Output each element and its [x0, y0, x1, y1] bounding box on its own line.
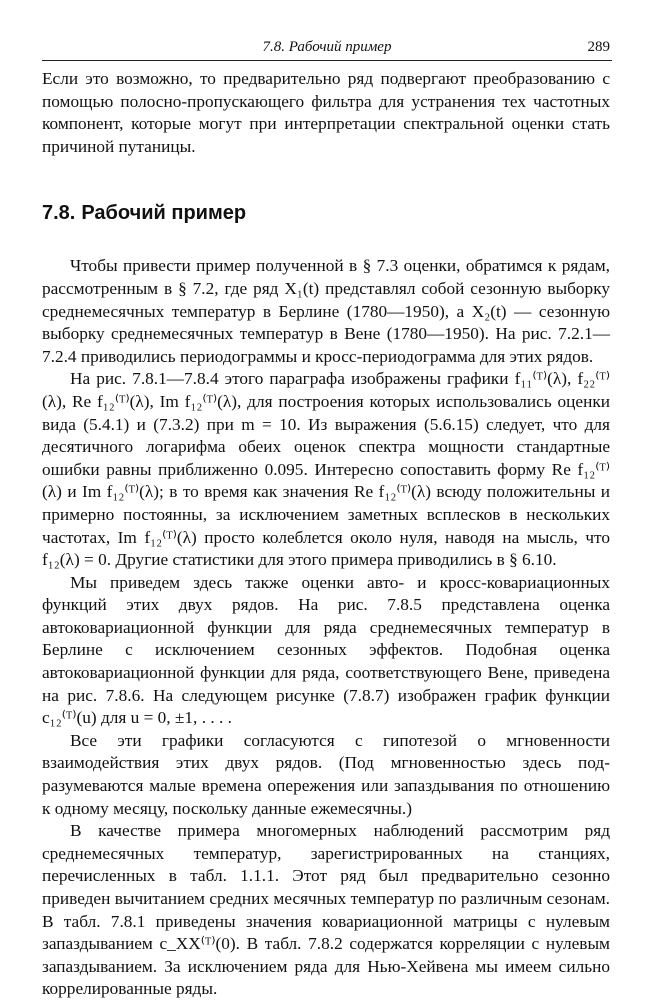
section-number: 7.8.: [42, 202, 76, 225]
paragraph-2: На рис. 7.8.1—7.8.4 этого параграфа изображены графики f₁₁⁽ᵀ⁾(λ), f₂₂⁽ᵀ⁾(λ), Re f₁₂⁽ᵀ⁾(λ), Im f₁₂⁽ᵀ⁾(λ), для построения которых использовались оценки вида (5.4.1) и (7.3.2) при m = 10. Из выражения (5.6.15) следует, что для десятичного логарифма обеих оценок спектра мощности стандартные ошибки равны приближенно 0.095. Интересно сопоставить форму Re f₁₂⁽ᵀ⁾(λ) и Im f₁₂⁽ᵀ⁾(λ); в то время как значения Re f₁₂⁽ᵀ⁾(λ) всюду положительны и примерно постоянны, за исключением заметных всплесков в нескольких частотах, Im f₁₂⁽ᵀ⁾(λ) просто колеблется около нуля, наводя на мысль, что f₁₂(λ) = 0. Другие статистики для этого примера приводились в § 6.10.: [42, 369, 610, 570]
running-title: 7.8. Рабочий пример: [262, 39, 392, 55]
page-header: [42, 38, 612, 61]
page-body: [42, 68, 610, 1001]
page-number: 289: [587, 39, 610, 55]
paragraph-5: В качестве примера многомерных наблюдений рассмотрим ряд среднемесячных температур, зарегистрированных на станциях, перечисленных в табл. 1.1.1. Этот ряд был предварительно сезонно приведен вычитанием средних месячных температур по различным сезонам. В табл. 7.8.1 приведены значения ковариационной матрицы с нулевым запаздыванием c_XX⁽ᵀ⁾(0). В табл. 7.8.2 содержатся корреляции с нулевым запаздыванием. За исключением ряда для Нью-Хейвена мы имеем сильно коррелированные ряды.: [42, 821, 610, 999]
paragraph-3: Мы приведем здесь также оценки авто- и кросс-ковариационных функций этих двух рядов. На рис. 7.8.5 представлена оценка автоковариационной функции для ряда среднемесячных температур в Берлине с исключением сезонных эффектов. Подобная оценка автоковариационной функции для ряда, соответствующего Вене, приведена на рис. 7.8.6. На следующем рисунке (7.8.7) изображен график функции c₁₂⁽ᵀ⁾(u) для u = 0, ±1, . . . .: [42, 572, 610, 728]
section-heading: [42, 201, 610, 225]
intro-paragraph: Если это возможно, то предварительно ряд подвергают преобразованию с помощью полосно-пропускающего фильтра для устранения тех частотных компонент, которые могут при интерпретации спектральной оценки стать причиной путаницы.: [42, 69, 610, 156]
paragraph-4: Все эти графики согласуются с гипотезой о мгновенности взаимодействия этих двух рядов. (Под мгновенностью здесь подразумеваются малые времена опережения или запаздывания по отношению к одному месяцу, поскольку данные ежемесячны.): [42, 730, 610, 818]
section-title: Рабочий пример: [81, 202, 247, 225]
paragraph-1: Чтобы привести пример полученной в § 7.3 оценки, обратимся к рядам, рассмотренным в § 7.2, где ряд X₁(t) представлял собой сезонную выборку среднемесячных температур в Берлине (1780—1950), а X₂(t) — сезонную выборку среднемесячных температур в Вене (1780—1950). На рис. 7.2.1—7.2.4 приводились периодограммы и кросс-периодограмма для этих рядов.: [42, 256, 610, 366]
